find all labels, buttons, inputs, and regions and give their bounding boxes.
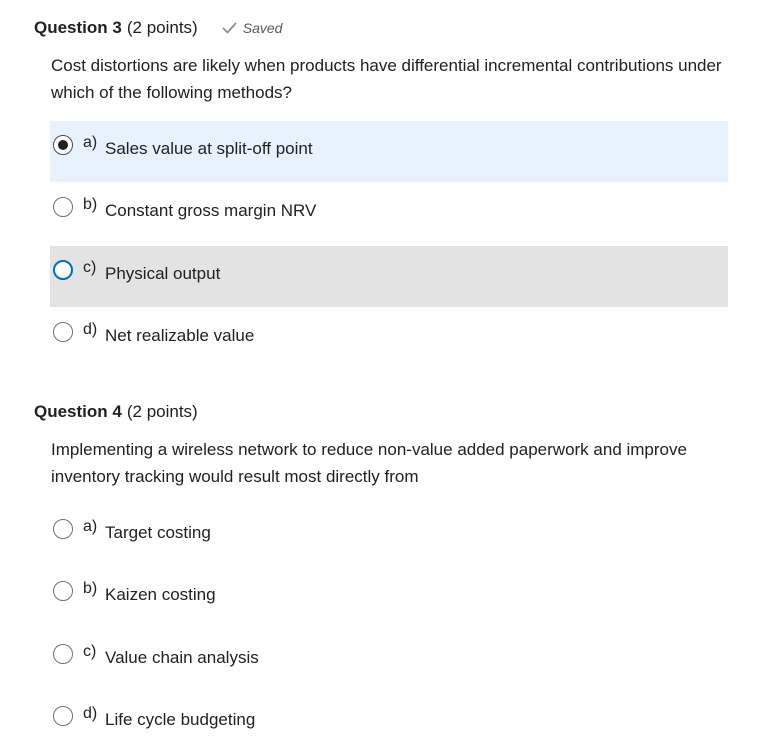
option-label: Net realizable value: [105, 326, 255, 345]
question-title: Question 3: [34, 18, 122, 37]
option-label: Life cycle budgeting: [105, 710, 256, 729]
option-c[interactable]: [50, 246, 728, 307]
option-label: Constant gross margin NRV: [105, 201, 317, 220]
option-a[interactable]: [50, 121, 728, 182]
radio-button-selected[interactable]: [53, 135, 73, 155]
option-d[interactable]: [50, 308, 728, 369]
radio-button[interactable]: [53, 581, 73, 601]
radio-button[interactable]: [53, 519, 73, 539]
question-points: (2 points): [126, 18, 198, 37]
option-d[interactable]: [50, 692, 728, 753]
option-a[interactable]: [50, 505, 728, 566]
option-letter: a): [83, 134, 98, 151]
option-label: Value chain analysis: [105, 648, 259, 667]
radio-button[interactable]: [53, 644, 73, 664]
checkmark-icon: [222, 22, 237, 34]
option-letter: c): [83, 259, 97, 276]
option-letter: c): [83, 643, 97, 660]
option-letter: b): [83, 580, 98, 597]
radio-button[interactable]: [53, 706, 73, 726]
question-header: [34, 16, 282, 40]
option-b[interactable]: [50, 183, 728, 244]
option-b[interactable]: [50, 567, 728, 628]
question-title: Question 4: [34, 402, 122, 421]
question-text: Cost distortions are likely when products have differential incremental contributions under which of the following methods?: [51, 56, 722, 102]
option-label: Sales value at split-off point: [105, 139, 313, 158]
option-letter: d): [83, 705, 98, 722]
option-letter: d): [83, 321, 98, 338]
radio-button[interactable]: [53, 322, 73, 342]
option-letter: a): [83, 518, 98, 535]
option-label: Physical output: [105, 264, 221, 283]
option-c[interactable]: [50, 630, 728, 691]
question-points: (2 points): [126, 402, 198, 421]
radio-button[interactable]: [53, 197, 73, 217]
question-header: [34, 400, 198, 424]
option-label: Kaizen costing: [105, 585, 216, 604]
option-letter: b): [83, 196, 98, 213]
question-text: Implementing a wireless network to reduce non-value added paperwork and improve inventory tracking would result most directly from: [51, 440, 687, 486]
saved-status: [222, 20, 283, 36]
saved-label: Saved: [242, 20, 283, 36]
radio-button-focused[interactable]: [53, 260, 73, 280]
option-label: Target costing: [105, 523, 211, 542]
